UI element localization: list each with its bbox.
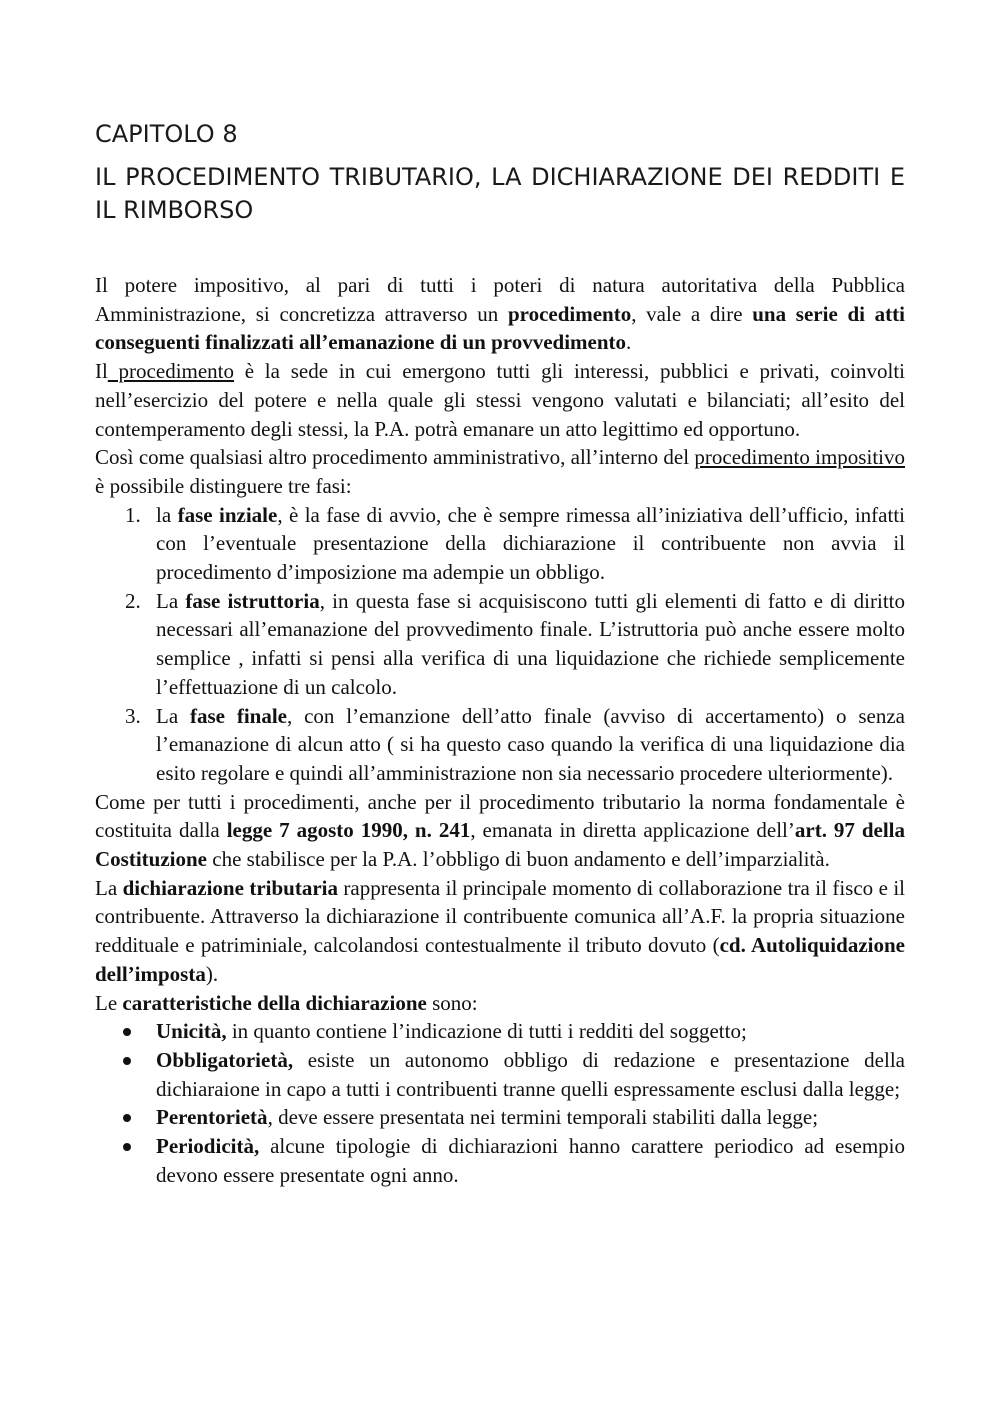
- bullet-icon: [123, 1114, 131, 1122]
- paragraph-caratteristiche: Le caratteristiche della dichiarazione sono:: [95, 990, 478, 1015]
- list-item: Perentorietà, deve essere presentata nei termini temporali stabiliti dalla legge;: [156, 1103, 905, 1132]
- list-item: 2. La fase istruttoria, in questa fase si acquisiscono tutti gli elementi di fatto e di diritto necessari all’emanazione del provvedimento finale. L’istruttoria può anche essere molto semplice , infatti si pensi alla verifica di una liquidazione che richiede semplicemente l’effettuazione di un calcolo.: [125, 588, 905, 699]
- list-item: 1. la fase inziale, è la fase di avvio, che è sempre rimessa all’iniziativa dell’ufficio, infatti con l’eventuale presentazione della dichiarazione il contribuente non avvia il procedimento d’imposizione ma adempie un obbligo.: [125, 502, 905, 585]
- paragraph-tre-fasi: Così come qualsiasi altro procedimento amministrativo, all’interno del procedimento impositivo è possibile distinguere tre fasi:: [95, 445, 905, 498]
- document-body: [95, 271, 905, 1190]
- bullet-icon: [123, 1028, 131, 1036]
- list-item: Unicità, in quanto contiene l’indicazione di tutti i redditi del soggetto;: [156, 1017, 905, 1046]
- bullet-icon: [123, 1057, 131, 1065]
- bullet-icon: [123, 1143, 131, 1151]
- traits-list: [95, 1017, 905, 1189]
- paragraph-potere-impositivo: Il potere impositivo, al pari di tutti i poteri di natura autoritativa della Pubblica Amministrazione, si concretizza attraverso un procedimento, vale a dire una serie di atti conseguenti finalizzati all’emanazione di un provvedimento.: [95, 273, 906, 355]
- document-page: [95, 118, 905, 1190]
- chapter-heading: CAPITOLO 8: [95, 120, 238, 148]
- paragraph-legge-241: Come per tutti i procedimenti, anche per il procedimento tributario la norma fondamentale è costituita dalla legge 7 agosto 1990, n. 241, emanata in diretta applicazione dell’art. 97 della Costituzione che stabilisce per la P.A. l’obbligo di buon andamento e dell’imparzialità.: [95, 789, 906, 872]
- list-item: Obbligatorietà, esiste un autonomo obbligo di redazione e presentazione della dichiaraione in capo a tutti i contribuenti tranne quelli espressamente esclusi dalla legge;: [156, 1046, 905, 1103]
- paragraph-procedimento: Il procedimento è la sede in cui emergono tutti gli interessi, pubblici e privati, coinvolti nell’esercizio del potere e nella quale gli stessi vengono valutati e bilanciati; all’esito del contemperamento degli stessi, la P.A. potrà emanare un atto legittimo ed opportuno.: [95, 359, 906, 441]
- phases-list: [95, 501, 905, 788]
- paragraph-dichiarazione: La dichiarazione tributaria rappresenta il principale momento di collaborazione tra il fisco e il contribuente. Attraverso la dichiarazione il contribuente comunica all’A.F. la propria situazione reddituale e patriminiale, calcolandosi contestualmente il tributo dovuto (cd. Autoliquidazione dell’imposta).: [95, 875, 905, 986]
- chapter-title: IL PROCEDIMENTO TRIBUTARIO, LA DICHIARAZIONE DEI REDDITI E IL RIMBORSO: [95, 163, 905, 224]
- list-item: Periodicità, alcune tipologie di dichiarazioni hanno carattere periodico ad esempio devono essere presentate ogni anno.: [156, 1132, 905, 1189]
- list-item: 3. La fase finale, con l’emanzione dell’atto finale (avviso di accertamento) o senza l’emanazione di alcun atto ( si ha questo caso quando la verifica di una liquidazione dia esito regolare e quindi all’amministrazione non sia necessario procedere ulteriormente).: [125, 703, 905, 785]
